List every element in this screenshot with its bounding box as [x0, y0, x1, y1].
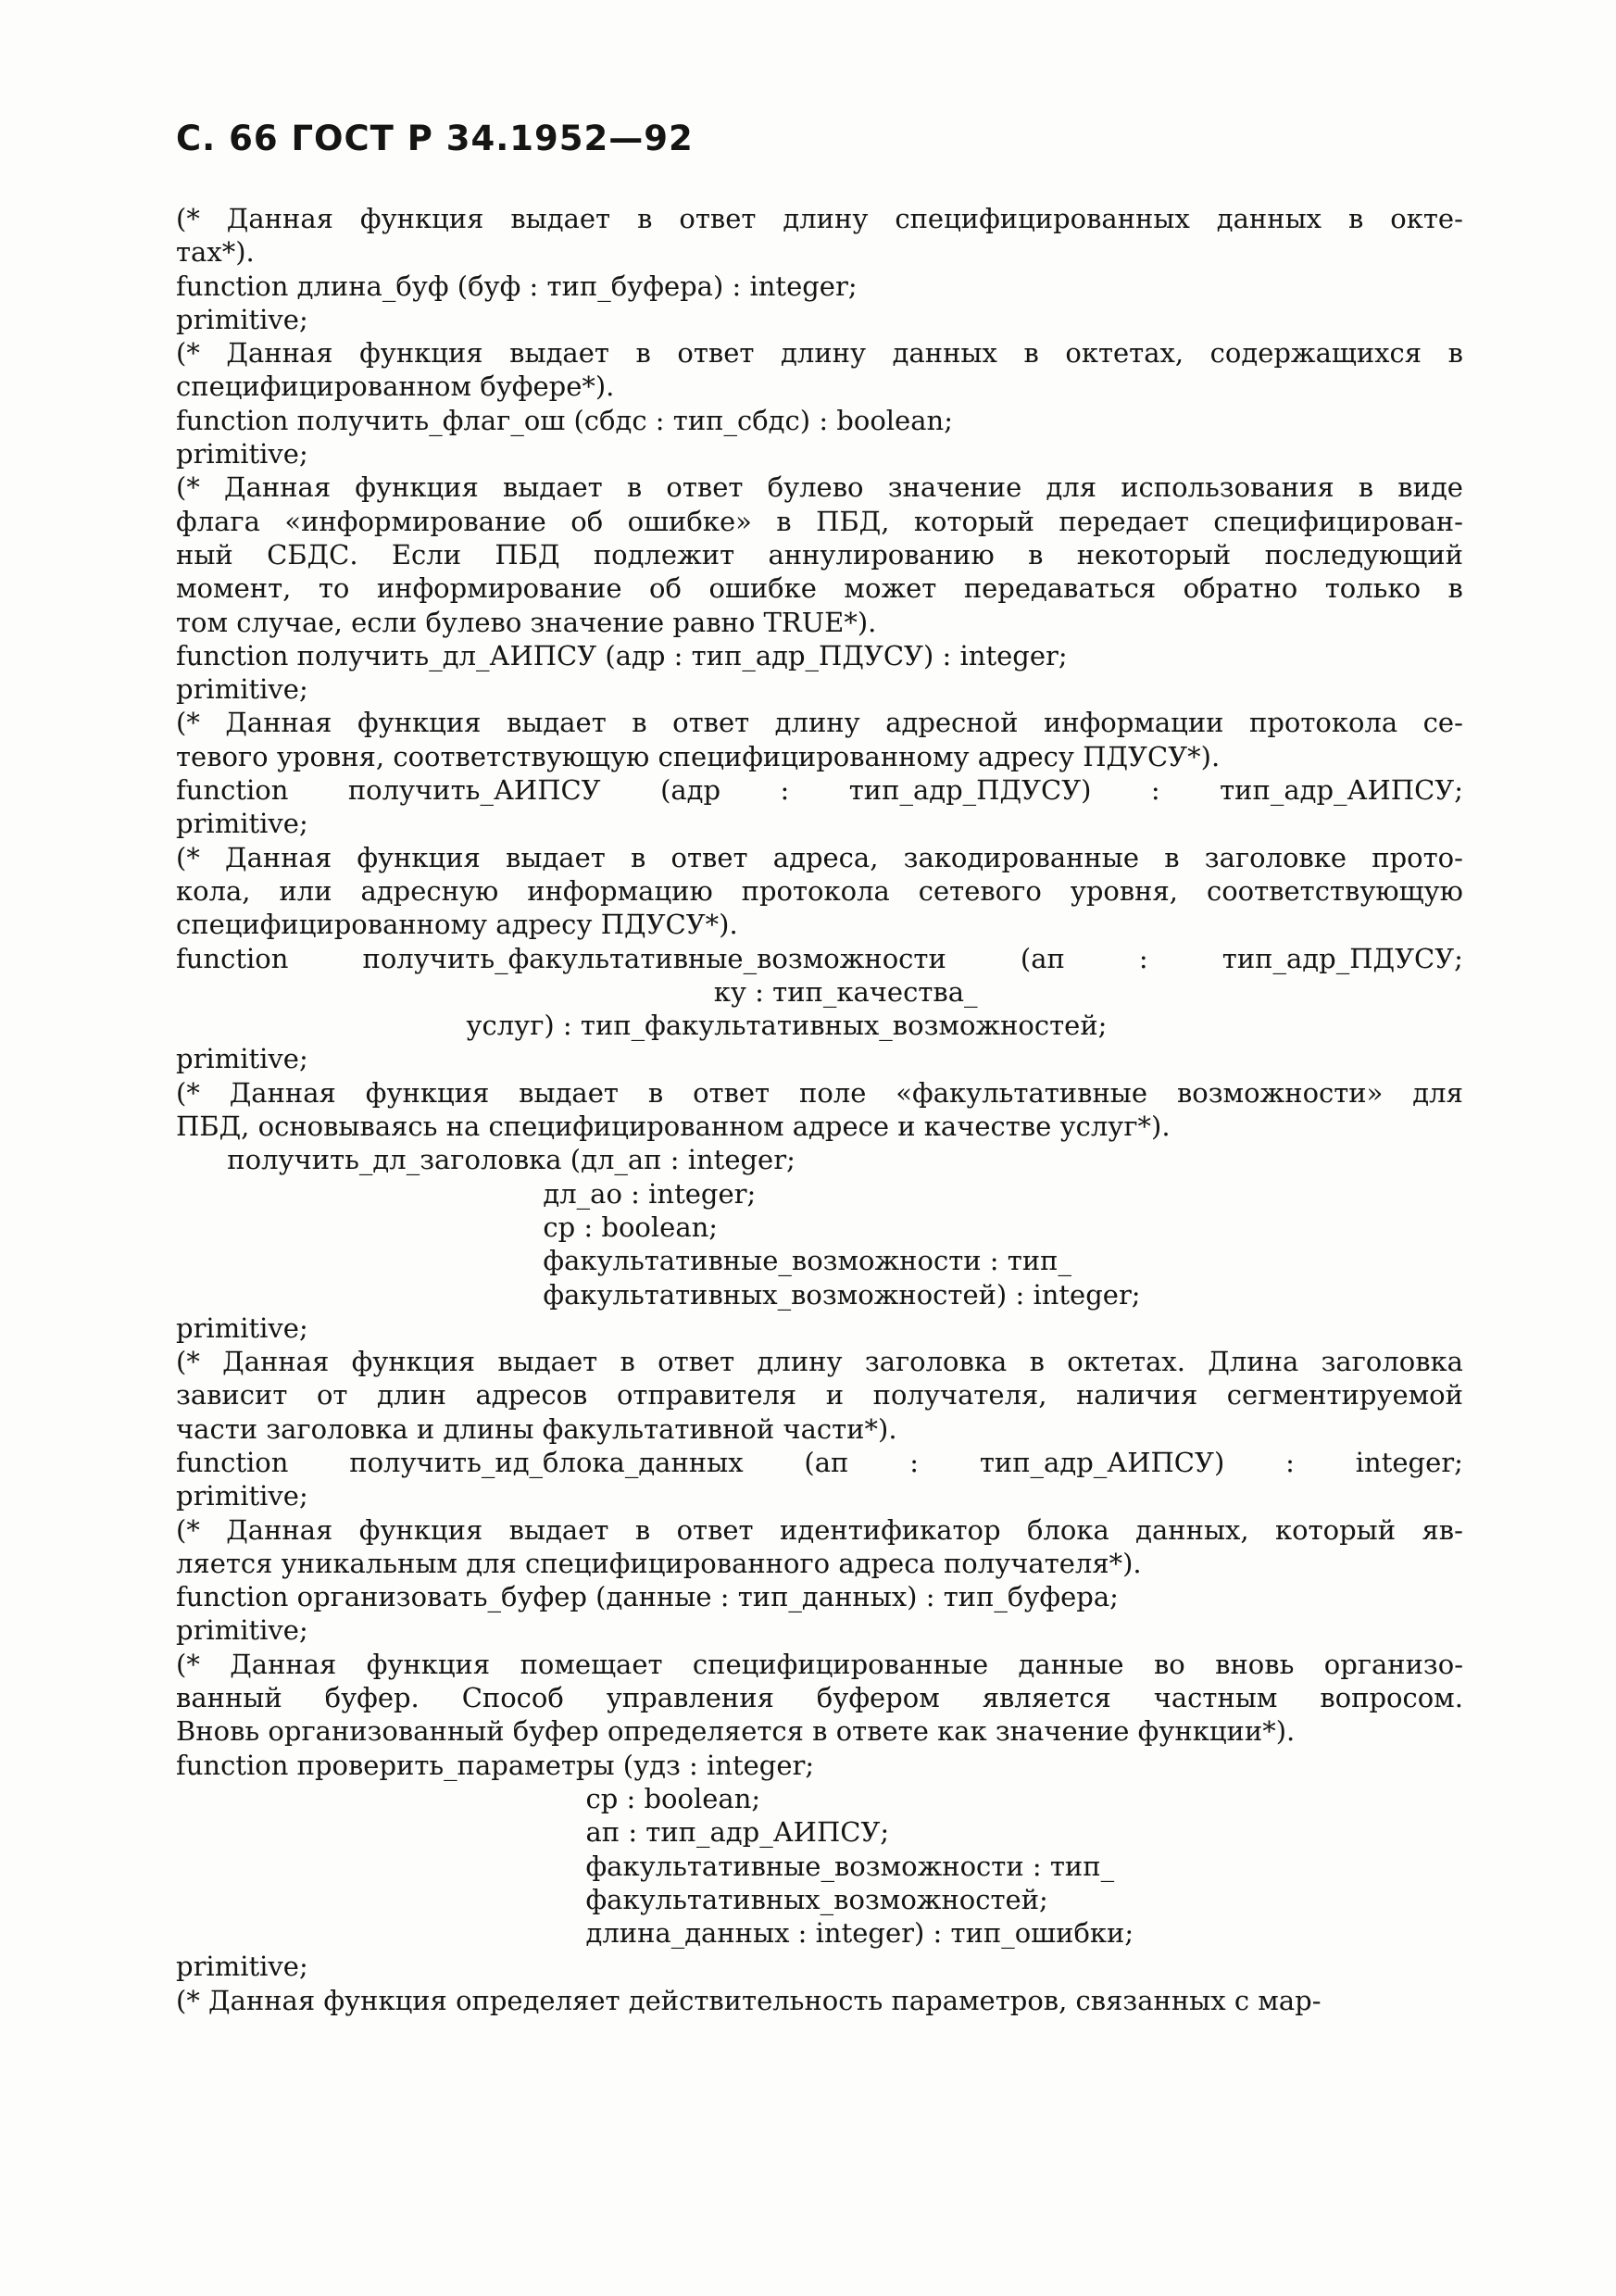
word: Данная — [222, 1346, 330, 1378]
word: ПБД, — [816, 505, 890, 537]
word: Данная — [226, 203, 333, 234]
word: вопросом. — [1320, 1682, 1463, 1714]
word: се- — [1422, 707, 1463, 739]
word: длину — [783, 203, 869, 234]
word: выдает — [509, 337, 609, 370]
word: ный — [176, 538, 233, 571]
word: организо- — [1323, 1648, 1463, 1680]
word: тип_адр_ПДУСУ; — [1221, 942, 1463, 974]
word: в — [620, 1346, 635, 1378]
word: уровня, — [1070, 874, 1179, 907]
word: данных — [892, 337, 997, 370]
word: выдает — [508, 1513, 609, 1546]
text-line-l15: primitive; — [176, 673, 308, 706]
word: функция — [357, 707, 482, 739]
text-line-l40 — [176, 1513, 1463, 1547]
word: содержащихся — [1209, 337, 1422, 370]
word: в — [632, 707, 647, 739]
word: отправителя — [616, 1379, 797, 1411]
word: только — [1324, 572, 1422, 605]
word: прото- — [1372, 841, 1463, 873]
word: октетах. — [1067, 1346, 1185, 1378]
word: последующий — [1264, 538, 1463, 571]
word: октетах, — [1065, 337, 1184, 370]
word: Данная — [226, 1513, 333, 1546]
word: сегментируемой — [1226, 1379, 1463, 1411]
word: (* — [176, 841, 200, 873]
word: идентификатор — [780, 1513, 1001, 1546]
word: флага — [176, 505, 260, 537]
text-line-l47: function проверить_параметры (удз : integer; — [176, 1749, 815, 1781]
word: для — [1412, 1076, 1463, 1109]
text-line-l07: function получить_флаг_ош (сбдс : тип_сбдс) : boolean; — [176, 404, 953, 436]
word: информации — [1043, 707, 1224, 739]
word: момент, — [176, 572, 292, 605]
word: зависит — [176, 1379, 288, 1411]
word: Если — [391, 538, 462, 571]
text-line-l06: специфицированном буфере*). — [176, 370, 615, 403]
word: специфицированных — [895, 203, 1190, 234]
word: (* — [176, 203, 200, 234]
word: ошибке» — [627, 505, 752, 537]
word: «факультативные — [896, 1076, 1148, 1109]
word: Данная — [226, 337, 333, 370]
word: управления — [606, 1682, 774, 1714]
word: function — [176, 774, 289, 807]
word: integer; — [1355, 1446, 1463, 1478]
word: : — [1138, 942, 1148, 974]
word: специфицирован- — [1213, 505, 1463, 537]
word: ванный — [176, 1682, 282, 1714]
word: функция — [366, 1648, 491, 1680]
word: то — [318, 572, 350, 605]
text-line-l03: function длина_буф (буф : тип_буфера) : integer; — [176, 270, 858, 302]
text-line-l38 — [176, 1446, 1463, 1479]
word: в — [1348, 203, 1364, 234]
word: в — [637, 203, 653, 234]
word: функция — [357, 841, 481, 873]
word: функция — [358, 1513, 483, 1546]
word: длину — [781, 337, 867, 370]
word: длину — [774, 707, 860, 739]
word: выдает — [519, 1076, 619, 1109]
word: адресной — [885, 707, 1019, 739]
word: ответ — [677, 337, 755, 370]
word: Способ — [461, 1682, 564, 1714]
word: : — [909, 1446, 919, 1478]
word: (* — [176, 1346, 200, 1378]
text-line-l49: ап : тип_адр_АИПСУ; — [176, 1816, 890, 1849]
text-line-l37: части заголовка и длины факультативной части*). — [176, 1412, 897, 1445]
text-line-l10 — [176, 505, 1463, 538]
word: выдает — [506, 707, 607, 739]
word: закодированные — [903, 841, 1140, 873]
word: информирование — [376, 572, 622, 605]
text-line-l04: primitive; — [176, 303, 308, 335]
word: Данная — [225, 707, 332, 739]
word: во — [1153, 1648, 1185, 1680]
word: в — [1023, 337, 1039, 370]
word: Длина — [1208, 1346, 1299, 1378]
text-line-l39: primitive; — [176, 1480, 308, 1512]
word: протокола — [741, 874, 890, 907]
word: заголовке — [1204, 841, 1347, 873]
word: (* — [176, 1076, 200, 1109]
word: ответ — [672, 707, 750, 739]
word: функция — [355, 471, 479, 504]
word: (* — [176, 337, 200, 370]
text-line-l35 — [176, 1345, 1463, 1378]
word: данные — [1018, 1648, 1124, 1680]
word: или — [279, 874, 332, 907]
word: об — [570, 505, 604, 537]
word: данных — [1216, 203, 1322, 234]
word: function — [176, 942, 289, 974]
word: (* — [176, 471, 200, 504]
word: ПБД — [495, 538, 560, 571]
word: некоторый — [1076, 538, 1232, 571]
word: (адр — [660, 774, 721, 807]
word: данных, — [1135, 1513, 1249, 1546]
text-line-l52: длина_данных : integer) : тип_ошибки; — [176, 1917, 1134, 1950]
text-line-l32: факультативные_возможности : тип_ — [176, 1245, 1071, 1277]
text-line-l17: тевого уровня, соответствующую специфицированному адресу ПДУСУ*). — [176, 740, 1221, 772]
word: заголовка — [864, 1346, 1008, 1378]
text-line-l27 — [176, 1076, 1463, 1110]
word: «информирование — [284, 505, 546, 537]
text-line-l24: ку : тип_качества_ — [176, 975, 978, 1008]
text-line-l45 — [176, 1681, 1463, 1714]
word: длину — [757, 1346, 843, 1378]
text-line-l53: primitive; — [176, 1951, 308, 1983]
word: блока — [1026, 1513, 1109, 1546]
text-line-l29: получить_дл_заголовка (дл_ап : integer; — [176, 1144, 795, 1176]
word: получить_ид_блока_данных — [349, 1446, 744, 1478]
word: и — [825, 1379, 845, 1411]
word: специфицированные — [692, 1648, 989, 1680]
text-line-l34: primitive; — [176, 1311, 308, 1344]
text-line-l20 — [176, 841, 1463, 874]
text-line-l46: Вновь организованный буфер определяется в ответе как значение функции*). — [176, 1715, 1296, 1748]
word: (* — [176, 1648, 200, 1680]
word: : — [780, 774, 790, 807]
word: буфером — [816, 1682, 940, 1714]
word: ответ — [670, 841, 748, 873]
text-line-l54: (* Данная функция определяет действительность параметров, связанных с мар- — [176, 1984, 1322, 2016]
text-line-l41: ляется уникальным для специфицированного адреса получателя*). — [176, 1547, 1142, 1579]
word: получить_АИПСУ — [347, 774, 601, 807]
word: возможности» — [1176, 1076, 1384, 1109]
word: подлежит — [593, 538, 735, 571]
word: заголовка — [1321, 1346, 1463, 1378]
word: ответ — [676, 1513, 754, 1546]
word: в — [626, 471, 643, 504]
word: в — [776, 505, 792, 537]
word: в — [634, 1513, 651, 1546]
page-header: С. 66 ГОСТ Р 34.1952—92 — [176, 119, 694, 158]
text-line-l11 — [176, 538, 1463, 571]
word: может — [844, 572, 937, 605]
text-line-l36 — [176, 1378, 1463, 1411]
word: function — [176, 1446, 289, 1478]
word: протокола — [1249, 707, 1398, 739]
text-line-l14: function получить_дл_АИПСУ (адр : тип_адр_ПДУСУ) : integer; — [176, 639, 1068, 671]
text-line-l23 — [176, 942, 1463, 975]
text-line-l08: primitive; — [176, 438, 308, 470]
word: функция — [365, 1076, 490, 1109]
word: для — [1046, 471, 1097, 504]
word: Данная — [229, 1076, 336, 1109]
word: поле — [799, 1076, 867, 1109]
word: тип_адр_АИПСУ; — [1220, 774, 1463, 807]
text-line-l26: primitive; — [176, 1043, 308, 1075]
word: в — [631, 841, 646, 873]
text-line-l30: дл_ао : integer; — [176, 1177, 757, 1210]
word: от — [316, 1379, 348, 1411]
word: вновь — [1215, 1648, 1295, 1680]
text-line-l43: primitive; — [176, 1614, 308, 1647]
word: в — [1029, 1346, 1045, 1378]
word: который — [1275, 1513, 1397, 1546]
word: наличия — [1076, 1379, 1198, 1411]
word: в — [635, 337, 651, 370]
word: передаваться — [963, 572, 1157, 605]
text-line-l42: function организовать_буфер (данные : тип_данных) : тип_буфера; — [176, 1581, 1119, 1613]
text-line-l21 — [176, 874, 1463, 908]
word: использования — [1121, 471, 1334, 504]
word: аннулированию — [768, 538, 995, 571]
body-text — [176, 202, 1463, 2017]
text-line-l19: primitive; — [176, 808, 308, 840]
text-line-l50: факультативные_возможности : тип_ — [176, 1850, 1115, 1882]
word: выдает — [502, 471, 603, 504]
word: выдает — [497, 1346, 598, 1378]
word: соответствующую — [1206, 874, 1463, 907]
word: Данная — [224, 471, 332, 504]
text-line-l12 — [176, 571, 1463, 605]
text-line-l28: ПБД, основываясь на специфицированном адресе и качестве услуг*). — [176, 1110, 1171, 1143]
word: адресов — [475, 1379, 588, 1411]
word: окте- — [1390, 203, 1463, 234]
text-line-l51: факультативных_возможностей; — [176, 1883, 1048, 1915]
word: в — [1447, 572, 1463, 605]
word: помещает — [520, 1648, 663, 1680]
word: кола, — [176, 874, 251, 907]
text-line-l22: специфицированному адресу ПДУСУ*). — [176, 909, 738, 941]
word: сетевого — [918, 874, 1042, 907]
text-line-l02: тах*). — [176, 236, 255, 269]
word: СБДС. — [267, 538, 358, 571]
word: обратно — [1183, 572, 1298, 605]
word: об — [649, 572, 682, 605]
word: : — [1285, 1446, 1295, 1478]
text-line-l31: ср : boolean; — [176, 1211, 719, 1243]
text-line-l16 — [176, 706, 1463, 739]
word: выдает — [506, 841, 606, 873]
word: информацию — [527, 874, 713, 907]
word: длин — [377, 1379, 446, 1411]
word: частным — [1153, 1682, 1278, 1714]
word: яв- — [1422, 1513, 1463, 1546]
text-line-l18 — [176, 773, 1463, 807]
word: функция — [359, 337, 483, 370]
word: адресную — [360, 874, 499, 907]
word: адреса, — [772, 841, 879, 873]
word: в — [1447, 337, 1463, 370]
word: ответ — [679, 203, 757, 234]
word: в — [1358, 471, 1374, 504]
word: ответ — [666, 471, 744, 504]
word: ошибке — [708, 572, 817, 605]
text-line-l13: том случае, если булево значение равно TRUE*). — [176, 606, 877, 638]
word: (* — [176, 707, 200, 739]
word: ответ — [658, 1346, 735, 1378]
word: выдает — [510, 203, 611, 234]
word: Данная — [230, 1648, 337, 1680]
word: тип_адр_ПДУСУ) — [848, 774, 1092, 807]
word: передает — [1059, 505, 1189, 537]
text-line-l09 — [176, 470, 1463, 504]
word: (* — [176, 1513, 200, 1546]
text-line-l01 — [176, 202, 1463, 235]
word: виде — [1397, 471, 1463, 504]
word: ответ — [693, 1076, 770, 1109]
word: в — [1028, 538, 1044, 571]
word: булево — [767, 471, 864, 504]
text-line-l25: услуг) : тип_факультативных_возможностей; — [176, 1010, 1108, 1042]
word: в — [647, 1076, 664, 1109]
word: значение — [887, 471, 1022, 504]
word: (ап — [804, 1446, 849, 1478]
text-line-l48: ср : boolean; — [176, 1782, 761, 1814]
word: Данная — [225, 841, 332, 873]
word: который — [913, 505, 1034, 537]
word: функция — [359, 203, 484, 234]
word: : — [1150, 774, 1160, 807]
word: функция — [351, 1346, 476, 1378]
word: (ап — [1020, 942, 1065, 974]
word: получить_факультативные_возможности — [362, 942, 946, 974]
word: получателя, — [872, 1379, 1047, 1411]
word: является — [982, 1682, 1111, 1714]
text-line-l44 — [176, 1648, 1463, 1681]
word: буфер. — [324, 1682, 420, 1714]
word: в — [1164, 841, 1180, 873]
text-line-l33: факультативных_возможностей) : integer; — [176, 1278, 1141, 1311]
text-line-l05 — [176, 336, 1463, 370]
word: тип_адр_АИПСУ) — [979, 1446, 1225, 1478]
